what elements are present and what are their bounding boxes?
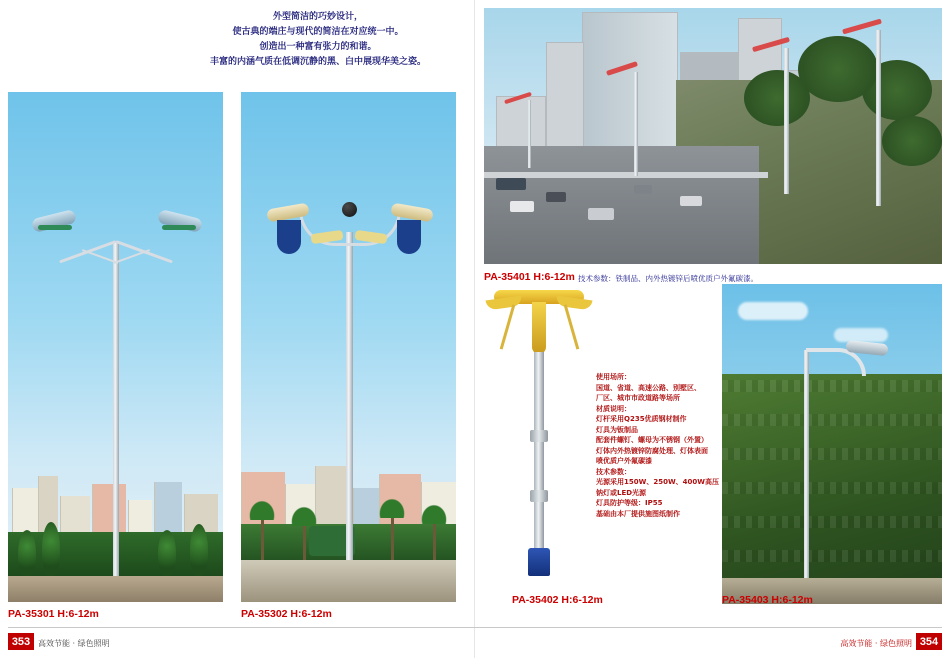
street-lamp-pole-4 [876,30,881,206]
spec-material-line-2: 灯具为钣制品 [596,425,638,434]
cloud-2 [834,328,888,342]
caption-pa-35401: PA-35401 H:6-12m [484,271,575,283]
spec-material-title: 材质说明： [596,404,631,413]
spec-tech-line-4: 基础由本厂提供施图纸制作 [596,509,680,518]
pole-base [528,548,550,576]
product-photo-pa-35302 [241,92,456,602]
caption-pa-35302: PA-35302 H:6-12m [241,608,332,620]
street-lamp-pole-1 [528,100,531,168]
caption-pa-35403: PA-35403 H:6-12m [722,594,813,606]
page-number-left: 353 [8,633,34,650]
ground-strip [241,560,456,602]
product-photo-pa-35402 [484,284,594,604]
spec-tech-line-2: 钠灯或LED光源 [596,488,647,497]
lamp-strut-right [564,304,580,349]
intro-paragraph [168,10,468,70]
intro-line-2: 使古典的端庄与现代的简洁在对应统一中。 [232,27,404,37]
lamp-head-right [555,296,592,311]
spec-material-line-3: 配套件螺钉、螺母为不锈钢（外置） [596,436,708,444]
lamp-pole [804,350,809,578]
street-lamp-pole-3 [784,48,789,194]
lamp-head-left [485,296,522,311]
lamp-strut-left [500,304,516,349]
product-photo-pa-35403 [722,284,942,604]
spec-tech-line-3: 灯具防护等级：IP55 [596,499,663,507]
spec-use-line-1: 国道、省道、高速公路、别墅区、 [596,383,701,392]
intro-line-3: 创造出一种富有张力的和谐。 [259,42,377,52]
spec-material-line-1: 灯杆采用Q235优质钢材制作 [596,415,687,423]
green-retaining-wall [722,374,942,604]
spec-block-pa-35402 [596,372,721,519]
page-seam [474,0,475,658]
spec-use-line-2: 厂区、城市市政道路等场所 [596,394,680,402]
caption-pa-35402: PA-35402 H:6-12m [512,594,603,606]
spec-material-line-5: 喷优质户外氟碳漆 [596,457,652,465]
product-photo-pa-35301 [8,92,223,602]
lamp-pole [346,232,353,560]
intro-line-1: 外型简洁的巧妙设计， [272,12,363,22]
cloud-1 [738,302,808,320]
pole-joint-upper [530,430,548,442]
lamp-pole [113,242,119,576]
caption-pa-35301: PA-35301 H:6-12m [8,608,99,620]
road-divider [484,172,768,178]
spec-tech-line-1: 光源采用150W、250W、400W高压 [596,478,719,486]
footer-text-left: 高效节能 · 绿色照明 [38,639,110,648]
spec-use-title: 使用场所： [596,373,631,381]
footer-text-right: 高效节能 · 绿色照明 [840,639,912,648]
lamp-collar [532,302,546,354]
lamp-accent-left [38,225,72,230]
spec-material-line-4: 灯体内外热镀锌防腐处理、灯体表面 [596,446,708,455]
product-photo-pa-35401 [484,8,942,264]
intro-line-4: 丰富的内涵气质在低调沉静的黑、白中展现华美之姿。 [209,57,426,67]
lamp-blade-left [277,220,301,254]
pole-joint-lower [530,490,548,502]
note-pa-35401: 技术参数：铁制品、内外热镀锌后喷优质户外氟碳漆。 [578,274,758,283]
lamp-pole [534,352,544,564]
lamp-accent-right [162,225,196,230]
ground-strip [8,576,223,602]
lamp-blade-right [397,220,421,254]
spec-tech-title: 技术参数： [596,467,631,476]
footer-divider [8,627,942,628]
street-lamp-pole-2 [634,72,638,176]
page-number-right: 354 [916,633,942,650]
